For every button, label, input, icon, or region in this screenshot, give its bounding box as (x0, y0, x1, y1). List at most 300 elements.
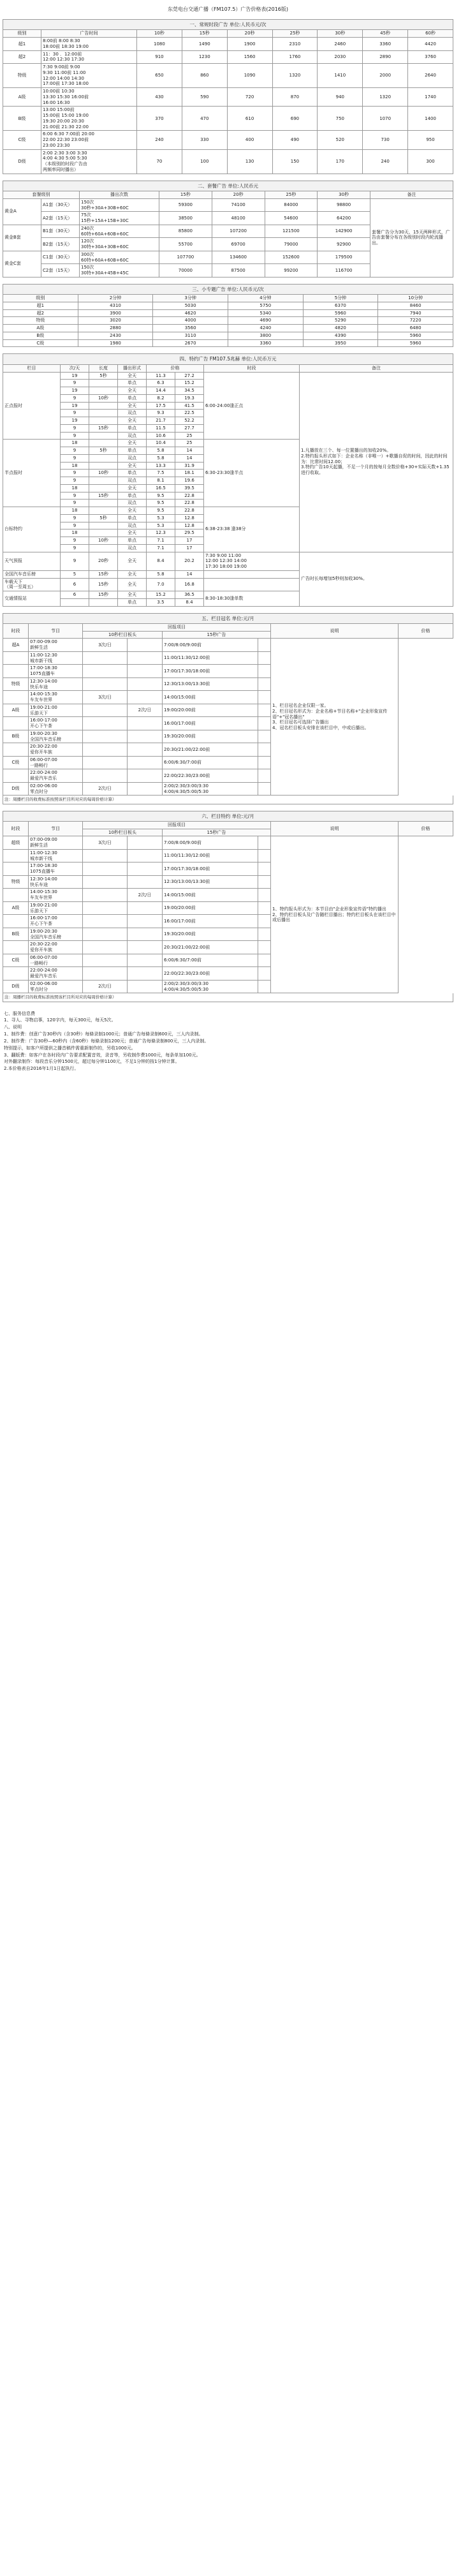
mini-feature-table (3, 294, 453, 347)
table-row (3, 325, 453, 332)
table-cell (89, 477, 118, 485)
note-line: 1、制作费：创意广告30秒内（含30秒）每條录制1000元；普通广告每條录制600元，三人内录制。 (4, 1032, 203, 1037)
table-row (3, 131, 453, 149)
sub-header: 15秒广告 (163, 631, 271, 639)
table-cell: 12:30/13:00/13:30前 (163, 875, 258, 889)
table-cell: 13:00 15:00前 15:00前 15:00 19:00 19:30 20:00 20:30 21:00前 21:30 22:00 (41, 107, 137, 131)
col-header: 30秒 (318, 191, 370, 199)
table-cell: 12:30-14:00 快乐车途 (29, 677, 83, 691)
table-cell: 黄金B套 (3, 225, 41, 251)
section-mini-feature-ads (3, 284, 453, 348)
table-cell: 134600 (212, 251, 265, 264)
table-cell: 3次/日 (83, 836, 128, 850)
table-cell: 双点 (118, 432, 147, 440)
table-cell: 2880 (78, 325, 153, 332)
table-cell: 150 (272, 149, 318, 174)
table-cell: 7:00/8:00/9:00前 (163, 836, 258, 850)
table-cell: 3次/日 (83, 639, 128, 652)
table-cell (128, 691, 163, 704)
table-cell (83, 743, 128, 757)
section-title: 一、常规时段广告 单位:人民币元/次 (3, 19, 453, 29)
table-cell (128, 849, 163, 862)
table-cell: 950 (408, 131, 453, 149)
table-cell: 36.5 (175, 591, 204, 599)
table-cell (89, 598, 118, 606)
table-cell: 4690 (228, 317, 303, 325)
col-header: 时段 (3, 821, 29, 836)
table-cell: 2670 (153, 339, 228, 347)
table-cell: 170 (318, 149, 363, 174)
table-cell: 15.2 (147, 591, 175, 599)
table-cell (3, 691, 29, 704)
table-cell: 520 (318, 131, 363, 149)
table-cell: 1740 (408, 88, 453, 107)
section-footnote: 注：周播栏目的收费标准按照该栏目所对应的每周价格计算） (3, 993, 453, 1002)
table-cell: 1080 (137, 38, 182, 51)
program-naming-table (3, 623, 453, 796)
table-cell: 69700 (212, 238, 265, 251)
table-cell: 超1 (3, 38, 41, 51)
table-cell: 650 (137, 64, 182, 88)
table-cell: 52.2 (175, 417, 204, 425)
table-cell: 34.5 (175, 387, 204, 395)
section-program-sponsor (3, 811, 453, 1002)
table-cell: 超A (3, 639, 29, 652)
table-cell: 交通情报站 (3, 591, 61, 607)
table-cell: 单点 (118, 537, 147, 545)
table-cell: 全天 (118, 578, 147, 591)
col-header: 15秒 (182, 30, 227, 38)
table-cell: 全国汽车音乐榜 (3, 570, 61, 578)
table-cell: 1230 (182, 50, 227, 64)
table-cell: C级 (3, 756, 29, 769)
table-cell: 9 (61, 477, 89, 485)
table-cell: 19:00/20:00前 (163, 704, 258, 717)
table-cell: 9.3 (147, 410, 175, 417)
table-cell: 1、栏目冠名企业仅限一家。 2、栏目冠名形式为：企业名称+节目名称+"企业形象宣传语"+"冠名播出" 3、栏目冠名可选择广告播出 4、冠名栏目板头安排在该栏目中，中或后播出。 (271, 639, 399, 796)
table-cell: 9 (61, 454, 89, 462)
table-cell: 98800 (318, 198, 370, 212)
table-cell: 天气预报 (3, 552, 61, 570)
table-cell: 3900 (78, 309, 153, 317)
table-cell: 14:00/15:00前 (163, 889, 258, 902)
table-cell (89, 544, 118, 552)
table-cell: 59300 (159, 198, 212, 212)
table-cell: 17:00/17:30/18:00前 (163, 665, 258, 678)
table-cell: 16:00-17:00 开心下午茶 (29, 915, 83, 928)
table-cell: 85800 (159, 225, 212, 238)
section-service-info (3, 1009, 453, 1075)
table-cell: 400 (227, 131, 272, 149)
table-cell: 单点 (118, 394, 147, 402)
table-row (3, 332, 453, 339)
table-cell (83, 967, 128, 981)
table-cell: 79000 (265, 238, 318, 251)
regular-ads-table (3, 29, 453, 174)
table-cell: 20:30-22:00 爱你开车族 (29, 743, 83, 757)
price-document (0, 0, 456, 1087)
table-cell: 特级 (3, 64, 41, 88)
table-cell (83, 756, 128, 769)
table-cell: 广告时长每增加5秒则加收30%。 (300, 552, 453, 606)
table-cell (61, 598, 89, 606)
table-cell (258, 941, 271, 954)
table-cell (128, 875, 163, 889)
table-cell: 860 (182, 64, 227, 88)
table-cell: 12:30-14:00 快乐车途 (29, 875, 83, 889)
table-cell (128, 862, 163, 876)
table-cell: 黄金C套 (3, 251, 41, 277)
table-cell: 25 (175, 440, 204, 447)
table-cell: 19:00-20:30 全国汽车音乐榜 (29, 928, 83, 941)
table-cell: 双点 (118, 410, 147, 417)
table-cell: D级 (3, 149, 41, 174)
table-cell: 11:00/11:30/12:00前 (163, 849, 258, 862)
section-title: 六、栏目特约 单位:元/月 (3, 811, 453, 821)
table-cell: 75次 15秒+15A+15B+30C (80, 212, 159, 225)
table-cell (128, 980, 163, 993)
table-cell: 全天 (118, 484, 147, 492)
table-cell: 720 (227, 88, 272, 107)
table-cell: 3560 (153, 325, 228, 332)
table-cell: A级 (3, 901, 29, 915)
table-cell: 4820 (303, 325, 378, 332)
table-cell: 套餐广告分为30天、15天两种形式，广告由套餐分布在各级别时段内轮流播出。 (370, 198, 453, 277)
table-cell: 6370 (303, 302, 378, 309)
table-cell (258, 743, 271, 757)
table-cell: 150次 30秒+30A+30B+60C (80, 198, 159, 212)
table-cell: 5秒 (89, 447, 118, 455)
table-cell: 14:00/15:00前 (163, 691, 258, 704)
table-cell: 20秒 (89, 552, 118, 570)
table-cell: 490 (272, 131, 318, 149)
table-cell (128, 651, 163, 665)
table-cell (83, 941, 128, 954)
table-cell (83, 889, 128, 902)
table-cell: A2套（15天） (41, 212, 80, 225)
table-cell: 31.9 (175, 462, 204, 470)
table-cell: 3950 (303, 339, 378, 347)
table-cell: B级 (3, 107, 41, 131)
table-cell: 9 (61, 470, 89, 477)
table-cell: 19:30/20:00前 (163, 928, 258, 941)
table-cell: 17.5 (147, 402, 175, 410)
table-cell: 7.1 (147, 537, 175, 545)
table-cell: B2套（15天） (41, 238, 80, 251)
table-cell: 6.3 (147, 380, 175, 387)
table-cell: 9 (61, 552, 89, 570)
table-cell: 16:00-17:00 开心下午茶 (29, 717, 83, 730)
table-cell (258, 967, 271, 981)
table-cell (258, 756, 271, 769)
table-cell: 7.1 (147, 544, 175, 552)
table-cell: 02:00-06:00 零点时分 (29, 980, 83, 993)
table-cell: 02:00-06:00 零点时分 (29, 782, 83, 796)
table-cell (258, 730, 271, 743)
table-cell: 19:00-21:00 乐游天下 (29, 901, 83, 915)
table-cell: 正点报时 (3, 372, 61, 440)
table-cell: 130 (227, 149, 272, 174)
table-row (3, 50, 453, 64)
table-cell: 超2 (3, 309, 78, 317)
table-cell: A级 (3, 704, 29, 717)
table-cell (128, 901, 163, 915)
table-cell: 全天 (118, 402, 147, 410)
table-cell: 116700 (318, 264, 370, 278)
table-cell (3, 665, 29, 678)
table-row (3, 149, 453, 174)
table-cell: 9 (61, 380, 89, 387)
table-cell: 1400 (408, 107, 453, 131)
table-cell: 7:00/8:00/9:00前 (163, 639, 258, 652)
table-row (3, 309, 453, 317)
table-cell: 7:30 9:00 11:00 12:00 12:30 14:00 17:30 18:00 19:00 (204, 552, 300, 570)
table-cell: 20:30/21:00/22:00前 (163, 743, 258, 757)
table-cell (89, 432, 118, 440)
table-cell: 940 (318, 88, 363, 107)
table-cell: 16:00/17:00前 (163, 915, 258, 928)
table-cell: 17:00-18:30 1075直播车 (29, 862, 83, 876)
table-cell: 22.5 (175, 410, 204, 417)
table-cell (83, 730, 128, 743)
table-cell: 2430 (78, 332, 153, 339)
table-cell: 5.3 (147, 514, 175, 522)
table-cell: 107700 (159, 251, 212, 264)
table-cell: 1490 (182, 38, 227, 51)
col-header: 节目 (29, 623, 83, 639)
table-cell: A级 (3, 325, 78, 332)
col-header: 20秒 (227, 30, 272, 38)
table-cell: 3次/日 (83, 691, 128, 704)
table-cell (83, 677, 128, 691)
sponsor-ads-table (3, 364, 453, 607)
table-cell (3, 915, 29, 928)
table-cell: 全天 (118, 570, 147, 578)
table-cell (89, 529, 118, 537)
table-cell: 20:30/21:00/22:00前 (163, 941, 258, 954)
table-cell: 18 (61, 462, 89, 470)
table-cell: 5秒 (89, 372, 118, 380)
table-cell (83, 717, 128, 730)
table-cell (204, 570, 300, 578)
table-cell: 15.2 (175, 380, 204, 387)
table-cell (258, 782, 271, 796)
table-row (3, 317, 453, 325)
table-cell: 17:00/17:30/18:00前 (163, 862, 258, 876)
table-cell: 06:00-07:00 一路畅行 (29, 954, 83, 967)
table-cell: 100 (182, 149, 227, 174)
table-cell (128, 915, 163, 928)
table-cell: 370 (137, 107, 182, 131)
table-cell: 8.4 (147, 552, 175, 570)
table-cell: 9 (61, 514, 89, 522)
table-cell: 9 (61, 424, 89, 432)
table-cell: 10秒 (89, 394, 118, 402)
col-header: 价格 (147, 364, 204, 372)
section-title: 二、套餐广告 单位:人民币元 (3, 181, 453, 191)
table-cell: 4000 (153, 317, 228, 325)
note-line: 对外翻录制作：每段音乐分钟1500元，超过每分钟1100元，不足1分钟的按1分钟计算。 (4, 1059, 180, 1065)
table-cell: 2次/日 (128, 704, 163, 717)
table-cell: 4420 (408, 38, 453, 51)
table-cell (258, 889, 271, 902)
table-cell: 15秒 (89, 591, 118, 599)
table-cell: 1070 (363, 107, 408, 131)
table-cell: 54600 (265, 212, 318, 225)
table-cell: 黄金A (3, 198, 41, 225)
table-cell: 6480 (378, 325, 453, 332)
sub-header: 15秒广告 (163, 829, 271, 836)
table-cell (128, 782, 163, 796)
col-header: 10分钟 (378, 295, 453, 302)
table-cell (128, 717, 163, 730)
table-cell: 5秒 (89, 514, 118, 522)
section-title: 四、特约广告 FM107.5兆赫 单位:人民币万元 (3, 353, 453, 364)
table-cell: 全天 (118, 507, 147, 515)
col-header: 说明 (271, 821, 399, 836)
table-cell: 240次 60特+60A+60B+60C (80, 225, 159, 238)
table-cell (128, 836, 163, 850)
table-cell (258, 717, 271, 730)
table-cell: 3.5 (147, 598, 175, 606)
table-cell: 3760 (408, 50, 453, 64)
table-cell (83, 928, 128, 941)
table-cell: 单点 (118, 470, 147, 477)
table-cell: 车载天下 （周一至周五） (3, 578, 61, 591)
table-cell: 单点 (118, 447, 147, 455)
table-cell: 8.2 (147, 394, 175, 402)
table-cell: 74100 (212, 198, 265, 212)
table-cell: 3800 (228, 332, 303, 339)
table-cell: 19 (61, 402, 89, 410)
table-row (3, 339, 453, 347)
table-cell: 1320 (272, 64, 318, 88)
table-cell: 610 (227, 107, 272, 131)
table-cell (89, 417, 118, 425)
table-cell: 2890 (363, 50, 408, 64)
table-cell: 3110 (153, 332, 228, 339)
table-cell: 7:30 9:00前 9:00 9:30 11:00前 11:00 12:00 14:00 14:30 17:00前 17:30 18:00 (41, 64, 137, 88)
table-cell (83, 769, 128, 783)
table-cell: 6:38-23:38 逢38分 (204, 507, 300, 552)
col-header: 级别 (3, 295, 78, 302)
table-cell: B1套（30天） (41, 225, 80, 238)
table-cell: 3360 (363, 38, 408, 51)
table-cell: 8:30-18:30逢单数 (204, 591, 300, 607)
table-cell: 7940 (378, 309, 453, 317)
table-row (3, 302, 453, 309)
col-header: 25秒 (265, 191, 318, 199)
table-cell (258, 980, 271, 993)
table-cell: 3020 (78, 317, 153, 325)
table-cell: 4310 (78, 302, 153, 309)
table-cell: 41.5 (175, 402, 204, 410)
table-cell: 06:00-07:00 一路畅行 (29, 756, 83, 769)
table-cell: 910 (137, 50, 182, 64)
table-cell: A级 (3, 88, 41, 107)
table-cell: 14:00-15:30 车友车世界 (29, 889, 83, 902)
table-row (3, 38, 453, 51)
table-cell: 2:00/2:30/3:00/3:30 4:00/4:30/5:00/5:30 (163, 980, 258, 993)
table-cell: 11:00-12:30 城市新干线 (29, 849, 83, 862)
table-cell: 27.7 (175, 424, 204, 432)
table-cell: 9.5 (147, 507, 175, 515)
table-cell: 690 (272, 107, 318, 131)
table-cell: B级 (3, 928, 29, 941)
table-cell (258, 665, 271, 678)
table-cell (128, 677, 163, 691)
table-cell (128, 769, 163, 783)
table-cell: 470 (182, 107, 227, 131)
table-cell (258, 954, 271, 967)
table-cell: B级 (3, 332, 78, 339)
table-row (3, 198, 453, 212)
col-header: 2分钟 (78, 295, 153, 302)
table-cell (3, 743, 29, 757)
table-cell: 18 (61, 484, 89, 492)
table-cell: 全天 (118, 417, 147, 425)
table-cell: 9 (61, 410, 89, 417)
table-cell: 10.4 (147, 440, 175, 447)
table-cell: 99200 (265, 264, 318, 278)
table-cell: 330 (182, 131, 227, 149)
table-row (3, 107, 453, 131)
table-cell: 5.8 (147, 447, 175, 455)
table-cell: 107200 (212, 225, 265, 238)
table-cell: 87500 (212, 264, 265, 278)
table-cell: 19:00-20:30 全国汽车音乐榜 (29, 730, 83, 743)
table-cell (89, 440, 118, 447)
table-cell (83, 954, 128, 967)
table-row (3, 88, 453, 107)
table-cell: 特级 (3, 677, 29, 691)
table-cell: 9 (61, 500, 89, 507)
table-cell (89, 522, 118, 529)
table-cell (128, 954, 163, 967)
col-header: 15秒 (159, 191, 212, 199)
table-cell (258, 769, 271, 783)
table-cell (89, 454, 118, 462)
table-cell: 16.8 (175, 578, 204, 591)
table-cell (258, 677, 271, 691)
table-cell: 38500 (159, 212, 212, 225)
note-line: 2.本价格表自2016年1月1日起执行。 (4, 1066, 79, 1072)
table-cell: 19 (61, 387, 89, 395)
col-header: 20秒 (212, 191, 265, 199)
table-cell (89, 500, 118, 507)
table-cell (83, 875, 128, 889)
table-cell: 11:00-12:30 城市新干线 (29, 651, 83, 665)
table-cell: 2000 (363, 64, 408, 88)
table-cell: 70000 (159, 264, 212, 278)
table-cell (83, 665, 128, 678)
table-cell: 14:00-15:30 车友车世界 (29, 691, 83, 704)
table-cell: 全天 (118, 591, 147, 599)
table-cell: 10秒 (89, 537, 118, 545)
table-cell: 6:00-24:00逢正点 (204, 372, 300, 440)
table-cell: 双点 (118, 500, 147, 507)
table-cell: 150次 30特+30A+45B+45C (80, 264, 159, 278)
col-header: 广告时间 (41, 30, 137, 38)
table-cell (258, 691, 271, 704)
col-header: 级别 (3, 30, 41, 38)
table-cell: 9 (61, 432, 89, 440)
table-cell: 25 (175, 432, 204, 440)
table-cell: 全天 (118, 529, 147, 537)
table-cell: 590 (182, 88, 227, 107)
table-cell (128, 743, 163, 757)
table-cell: 单点 (118, 424, 147, 432)
